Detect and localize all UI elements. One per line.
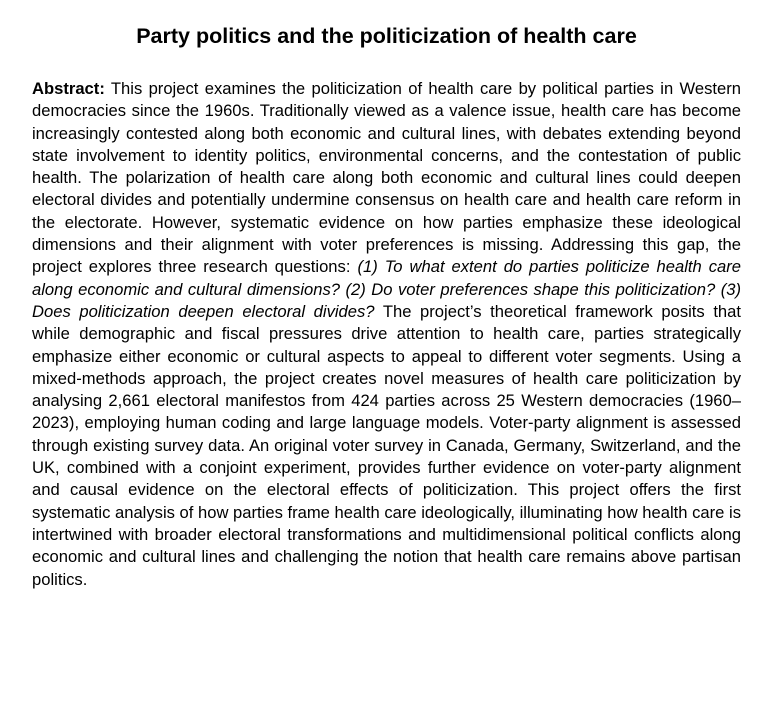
abstract-label: Abstract: [32, 79, 105, 98]
abstract-research-questions: (1) To what extent do parties politicize health care along economic and cultural dimensions? (2) Do voter preferences shape this politicization? (3) Does politicization deepen electoral divides? [32, 257, 741, 321]
abstract-paragraph [32, 78, 741, 591]
document-page [32, 22, 741, 591]
abstract-text-body: The project’s theoretical framework posits that while demographic and fiscal pressures drive attention to health care, parties strategically emphasize either economic or cultural aspects to appeal to different voter segments. Using a mixed-methods approach, the project creates novel measures of health care politicization by analysing 2,661 electoral manifestos from 424 parties across 25 Western democracies (1960–2023), employing human coding and large language models. Voter-party alignment is assessed through existing survey data. An original voter survey in Canada, Germany, Switzerland, and the UK, combined with a conjoint experiment, provides further evidence on voter-party alignment and causal evidence on the electoral effects of politicization. This project offers the first systematic analysis of how parties frame health care ideologically, illuminating how health care is intertwined with broader electoral transformations and multidimensional political conflicts along economic and cultural lines and challenging the notion that health care remains above partisan politics. [32, 301, 741, 589]
abstract-text-intro: This project examines the politicization of health care by political parties in Western democracies since the 1960s. Traditionally viewed as a valence issue, health care has become increasingly contested along both economic and cultural lines, with debates extending beyond state involvement to identity politics, environmental concerns, and the contestation of public health. The polarization of health care along both economic and cultural lines could deepen electoral divides and potentially undermine consensus on health care and health care reform in the electorate. However, systematic evidence on how parties emphasize these ideological dimensions and their alignment with voter preferences is missing. Addressing this gap, the project explores three research questions: [32, 79, 741, 277]
document-title: Party politics and the politicization of health care [136, 24, 637, 48]
